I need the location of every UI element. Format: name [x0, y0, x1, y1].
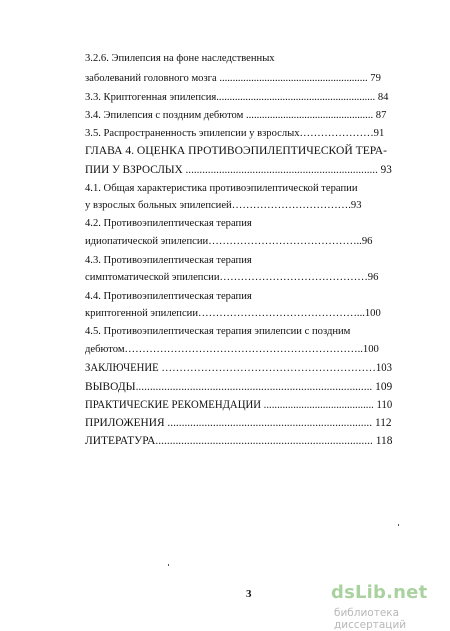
watermark-subtitle: библиотека диссертаций [334, 607, 407, 631]
toc-line-4-5: 4.5. Противоэпилептическая терапия эпилепсии с поздним [85, 326, 351, 337]
toc-line-4-2: 4.2. Противоэпилептическая терапия [85, 218, 252, 229]
toc-line-4-3: 4.3. Противоэпилептическая терапия [85, 255, 252, 266]
toc-line-3-4: 3.4. Эпилепсия с поздним дебютом ................................................ 87 [85, 110, 387, 121]
toc-recommendations: ПРАКТИЧЕСКИЕ РЕКОМЕНДАЦИИ ......................................... 110 [85, 398, 393, 411]
watermark [331, 582, 446, 631]
toc-line-4-1: 4.1. Общая характеристика противоэпилептической терапии [85, 183, 358, 194]
toc-chapter-4-title-cont: ПИИ У ВЗРОСЛЫХ ..................................................................... 93 [85, 163, 392, 176]
toc-references: ЛИТЕРАТУРА............................................................................ 118 [85, 434, 393, 447]
toc-line-4-5-cont: дебютом…………………………………………………………..100 [85, 344, 379, 355]
toc-line-4-2-cont: идиопатической эпилепсии……………………………………..96 [85, 236, 373, 247]
toc-line-3-2-6-cont: заболеваний головного мозга ........................................................ 79 [85, 73, 381, 84]
scan-speck [398, 524, 399, 526]
toc-findings: ВЫВОДЫ................................................................................... 109 [85, 380, 393, 393]
toc-line-3-3: 3.3. Криптогенная эпилепсия............................................................ 84 [85, 92, 389, 103]
toc-line-4-4: 4.4. Противоэпилептическая терапия [85, 291, 252, 302]
toc-line-4-1-cont: у взрослых больных эпилепсией…………………………….93 [85, 200, 362, 211]
page-number: 3 [246, 588, 252, 600]
toc-conclusion: ЗАКЛЮЧЕНИЕ ……………………………………………………103 [85, 361, 392, 374]
toc-line-4-3-cont: симптоматической эпилепсии……………………………………96 [85, 272, 379, 283]
toc-chapter-4-title: ГЛАВА 4. ОЦЕНКА ПРОТИВОЭПИЛЕПТИЧЕСКОЙ ТЕРА- [85, 144, 388, 157]
toc-line-4-4-cont: криптогенной эпилепсии………………………………………...100 [85, 308, 381, 319]
toc-appendices: ПРИЛОЖЕНИЯ ........................................................................ 112 [85, 416, 392, 429]
watermark-brand: dsLib.net [331, 582, 428, 603]
toc-line-3-2-6: 3.2.6. Эпилепсия на фоне наследственных [85, 53, 275, 64]
scan-speck [168, 564, 169, 566]
toc-line-3-5: 3.5. Распространенность эпилепсии у взрослых…………………91 [85, 128, 385, 139]
